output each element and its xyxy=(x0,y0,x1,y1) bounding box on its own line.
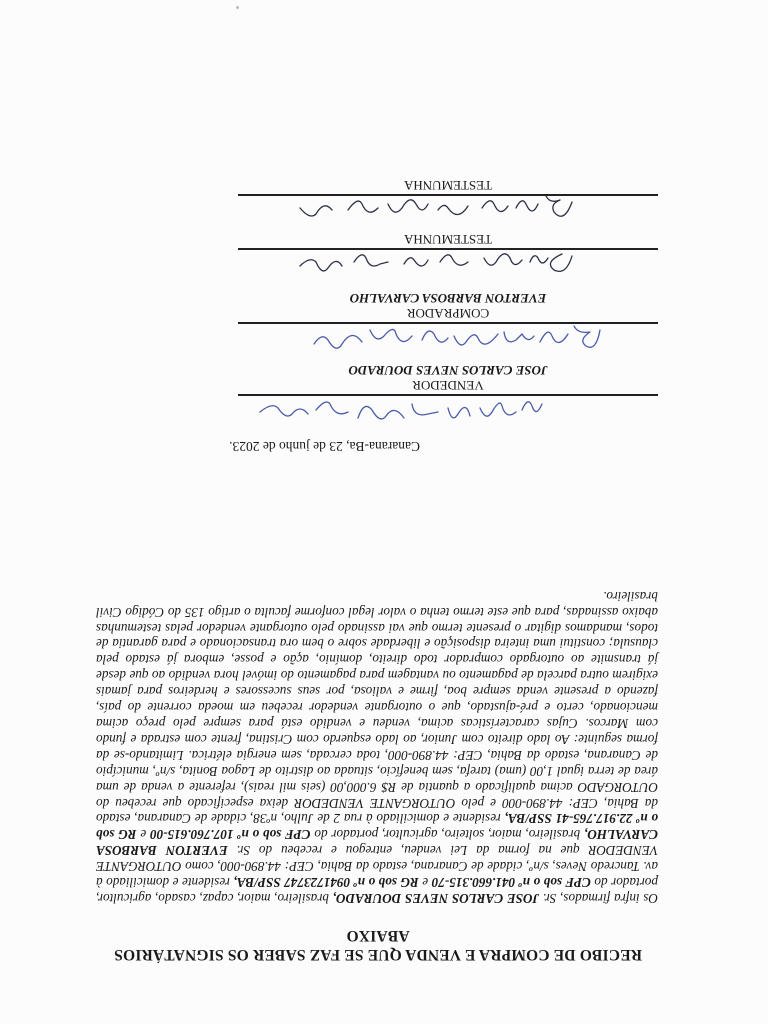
vendedor-handwritten-signature xyxy=(248,390,548,426)
signature-block-vendedor xyxy=(238,363,658,396)
body-bold-run: EVERTON BARBOSA CARVALHO, xyxy=(95,827,658,859)
body-bold-run: CPF sob o nº 041.660.315-70 xyxy=(431,875,591,891)
signatory-role: TESTEMUNHA xyxy=(403,178,493,193)
signatory-name: JOSE CARLOS NEVES DOURADO xyxy=(348,363,548,378)
signatory-name: EVERTON BARBOSA CARVALHO xyxy=(349,291,547,306)
body-bold-run: CPF sob o nº 107.760.615-00 xyxy=(150,827,311,843)
body-text-run: residente e domiciliado à av. Tancredo Neves, s/nº, cidade de Canarana, estado da Bahia, CEP: 44.890-000, como OUTORGANTE VENDEDOR que na forma da Lei vendeu, entregou e recebeu do Sr. xyxy=(96,843,658,891)
signature-block-testemunha-1 xyxy=(238,232,658,250)
signatory-role: COMPRADOR xyxy=(406,306,490,321)
body-bold-run: JOSE CARLOS NEVES DOURADO, xyxy=(332,891,540,906)
testemunha-1-handwritten-signature xyxy=(258,244,578,280)
body-text-run: e xyxy=(418,875,432,891)
body-bold-run: RG sob o nº 0941723747 SSP/BA, xyxy=(233,875,419,891)
testemunha-2-handwritten-signature xyxy=(258,190,578,226)
signatory-role: TESTEMUNHA xyxy=(403,232,493,247)
signature-block-comprador xyxy=(238,291,658,324)
date-line: Canarana-Ba, 23 de junho de 2023. xyxy=(229,439,420,454)
signature-block-testemunha-2 xyxy=(238,178,658,196)
signatory-role: VENDEDOR xyxy=(412,378,484,393)
document-body xyxy=(96,588,658,906)
document-title: RECIBO DE COMPRA E VENDA QUE SE FAZ SABER OS SIGNATÁRIOS ABAIXO xyxy=(114,927,642,963)
comprador-handwritten-signature xyxy=(278,318,608,356)
body-text-run: Os infra firmados, Sr. xyxy=(539,891,658,906)
body-text-run: residente e domiciliado à rua 2 de Julho, nº38, cidade de Canarana, estado da Bahia, CEP: 44.890-000 e pelo OUTORGANTE VENDEDOR deixa especificado que recebeu do OUTORGADO acima qualificado a quantia de R$ 6.000,00 (seis mil reais), referente a venda de uma área de terra igual 1,00 (uma) tarefa, sem benefício, situada ao distrito de Lagoa Bonita, s/nº, município de Canarana, estado da Bahia, CEP: 44.890-000, toda cercada, sem energia elétrica. Limitando-se da forma seguinte: Ao lado direito com Junior, ao lado esquerdo com Cristina, frente com estrada e fundo com Marcos. Cujas características acima, vendeu e vendido está para sempre pelo preço acima mencionado, certo e pré-ajustado, que o outorgante vendedor recebeu em moeda corrente do país, fazendo a presente venda sempre boa, firme e valiosa, por seus sucessores e herdeiros para jamais exigirem outra parcela de pagamento ou vantagem para pagamento do imóvel hora vendido ao que desde já transmite ao outorgado comprador todo direito, domínio, ação e posse, embora já estado pela clausula; constitui uma inteira disposição e liberdade sobre o bem ora transacionado e para garantia de todos, mandamos digitar o presente termo que vai assinado pelo outorgante vendedor pelas testemunhas abaixo assinadas, para que este termo tenha o valor legal conforme facultа o artigo 135 do Código Civil brasileiro. xyxy=(96,588,658,827)
scan-speck xyxy=(236,6,239,9)
body-text-run: e xyxy=(136,827,151,843)
body-bold-run: RG sob o nº 22.917.765-41 SSP/BA, xyxy=(96,811,658,843)
body-text-run: brasileiro, maior, solteiro, agricultor, portador do xyxy=(310,827,585,843)
body-text-run: brasileiro, maior, capaz, casado, agricultor, portador do xyxy=(96,875,658,906)
